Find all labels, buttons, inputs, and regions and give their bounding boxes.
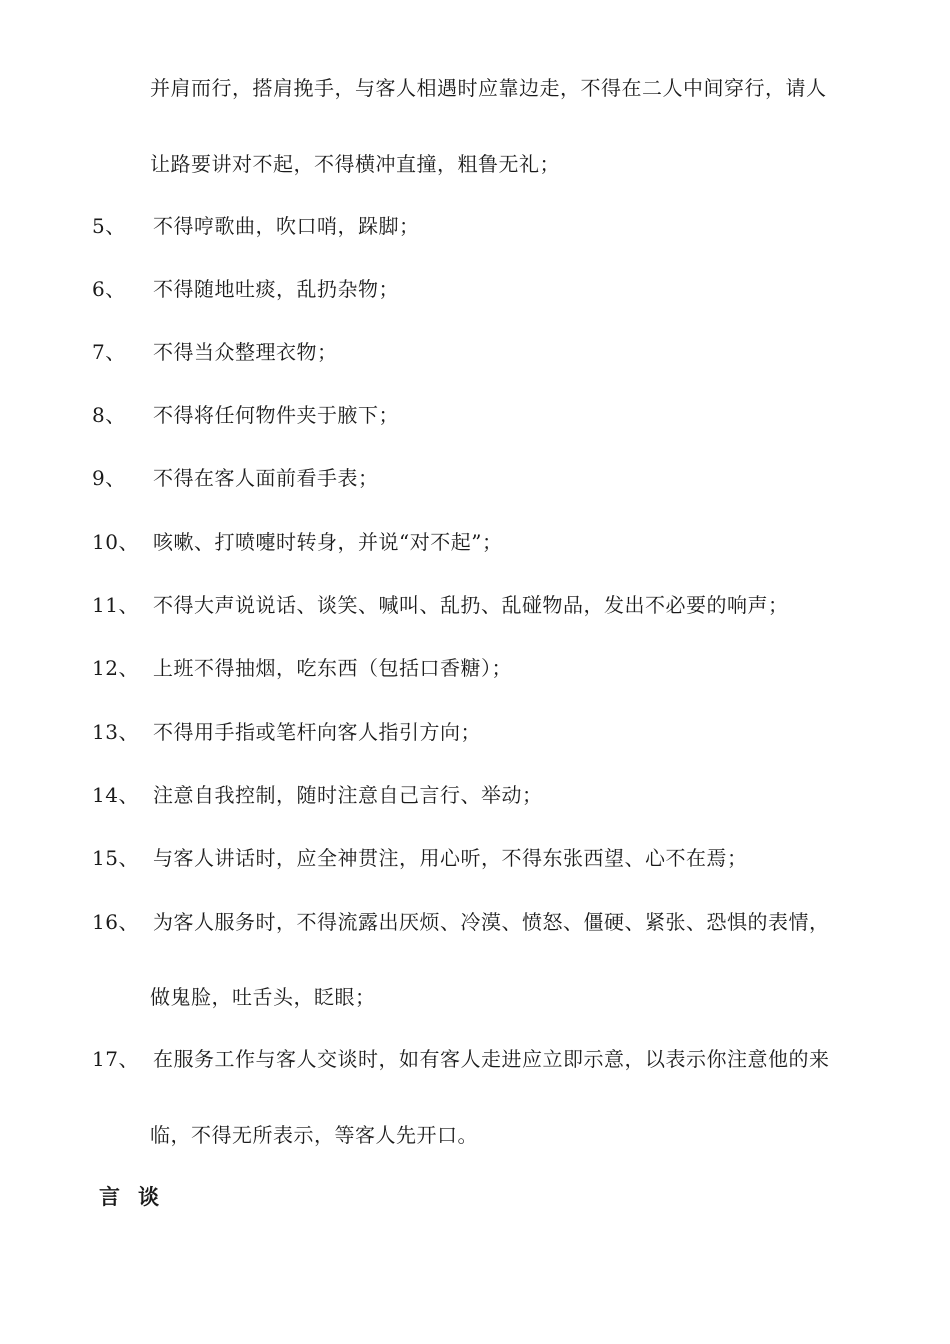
item-text: 不得当众整理衣物； <box>153 340 338 364</box>
item-number: 13、 <box>92 720 139 744</box>
item-number: 16、 <box>92 910 139 934</box>
section-heading: 言谈 <box>99 1184 177 1209</box>
item-number: 9、 <box>92 466 126 490</box>
item-text: 在服务工作与客人交谈时，如有客人走进应立即示意，以表示你注意他的来 <box>153 1047 830 1071</box>
intro-line-2: 让路要讲对不起，不得横冲直撞，粗鲁无礼； <box>150 152 560 176</box>
item-text: 不得哼歌曲，吹口哨，跺脚； <box>153 214 420 238</box>
item-text: 不得将任何物件夹于腋下； <box>153 403 399 427</box>
item-text: 上班不得抽烟，吃东西（包括口香糖）； <box>153 656 512 680</box>
item-text: 咳嗽、打喷嚏时转身，并说“对不起”； <box>153 530 503 554</box>
item-number: 8、 <box>92 403 126 427</box>
item-continuation: 临，不得无所表示，等客人先开口。 <box>150 1123 478 1147</box>
item-number: 5、 <box>92 214 126 238</box>
item-number: 17、 <box>92 1047 139 1071</box>
item-text: 注意自我控制，随时注意自己言行、举动； <box>153 783 543 807</box>
item-number: 6、 <box>92 277 126 301</box>
item-text: 不得随地吐痰，乱扔杂物； <box>153 277 399 301</box>
item-text: 不得大声说说话、谈笑、喊叫、乱扔、乱碰物品，发出不必要的响声； <box>153 593 789 617</box>
item-number: 12、 <box>92 656 139 680</box>
item-text: 与客人讲话时，应全神贯注，用心听，不得东张西望、心不在焉； <box>153 846 748 870</box>
item-number: 15、 <box>92 846 139 870</box>
item-text: 不得在客人面前看手表； <box>153 466 379 490</box>
item-number: 7、 <box>92 340 126 364</box>
intro-line-1: 并肩而行，搭肩挽手，与客人相遇时应靠边走，不得在二人中间穿行，请人 <box>150 76 827 100</box>
item-continuation: 做鬼脸，吐舌头，眨眼； <box>150 985 376 1009</box>
item-number: 14、 <box>92 783 139 807</box>
item-number: 10、 <box>92 530 139 554</box>
item-text: 不得用手指或笔杆向客人指引方向； <box>153 720 481 744</box>
item-text: 为客人服务时，不得流露出厌烦、冷漠、愤怒、僵硬、紧张、恐惧的表情， <box>153 910 830 934</box>
item-number: 11、 <box>92 593 139 617</box>
